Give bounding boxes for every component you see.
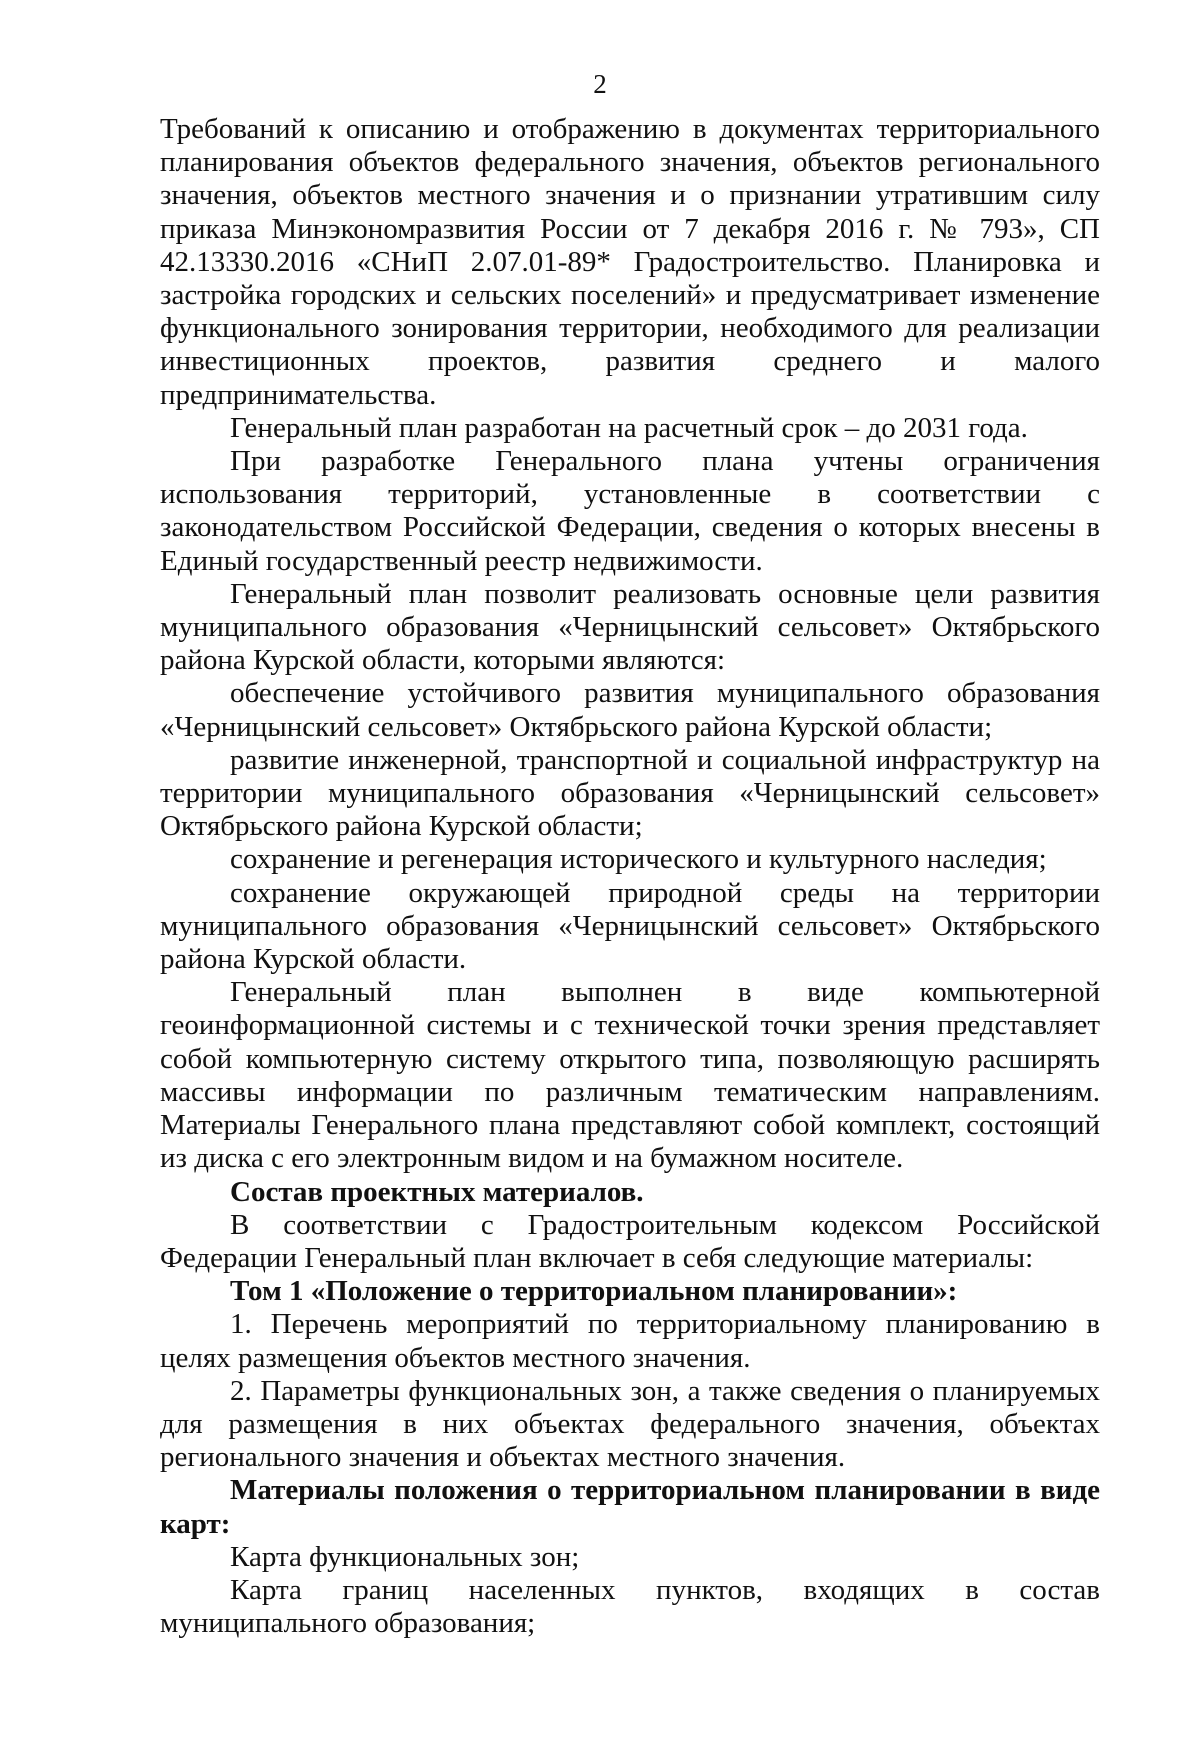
paragraph-gis: Генеральный план выполнен в виде компьютерной геоинформационной системы и с технической точки зрения представляет собой компьютерную систему открытого типа, позволяющую расширять массивы информации по различным тематическим направлениям. Материалы Генерального плана представляют собой комплект, состоящий из диска с его электронным видом и на бумажном носителе. bbox=[160, 976, 1100, 1175]
paragraph-goals: Генеральный план позволит реализовать основные цели развития муниципального образования «Черницынский сельсовет» Октябрьского района Курской области, которыми являются: bbox=[160, 577, 1100, 677]
goal-heritage: сохранение и регенерация исторического и культурного наследия; bbox=[230, 843, 1047, 876]
list-item-2: 2. Параметры функциональных зон, а также сведения о планируемых для размещения в них объектах федерального значения, объектах регионального значения и объектах местного значения. bbox=[160, 1374, 1100, 1474]
paragraph-period: Генеральный план разработан на расчетный срок – до 2031 года. bbox=[230, 411, 1028, 444]
paragraph-code: В соответствии с Градостроительным кодексом Российской Федерации Генеральный план включает в себя следующие материалы: bbox=[160, 1208, 1100, 1274]
goal-sustainable-development: обеспечение устойчивого развития муниципального образования «Черницынский сельсовет» Октябрьского района Курской области; bbox=[160, 677, 1100, 743]
paragraph-restrictions: При разработке Генерального плана учтены ограничения использования территорий, установленные в соответствии с законодательством Российской Федерации, сведения о которых внесены в Единый государственный реестр недвижимости. bbox=[160, 445, 1100, 577]
paragraph-requirements: Требований к описанию и отображению в документах территориального планирования объектов федерального значения, объектов регионального значения, объектов местного значения и о признании утратившим силу приказа Минэкономразвития России от 7 декабря 2016 г. № 793», СП 42.13330.2016 «СНиП 2.07.01-89* Градостроительство. Планировка и застройка городских и сельских поселений» и предусматривает изменение функционального зонирования территории, необходимого для реализации инвестиционных проектов, развития среднего и малого предпринимательства. bbox=[160, 113, 1100, 411]
map-settlement-boundaries: Карта границ населенных пунктов, входящих в состав муниципального образования; bbox=[160, 1573, 1100, 1640]
page-number: 2 bbox=[593, 69, 607, 99]
volume-heading: Том 1 «Положение о территориальном планировании»: bbox=[230, 1275, 958, 1308]
maps-heading: Материалы положения о территориальном планировании в виде карт: bbox=[160, 1474, 1100, 1540]
goal-environment: сохранение окружающей природной среды на территории муниципального образования «Черницынский сельсовет» Октябрьского района Курской области. bbox=[160, 876, 1100, 976]
section-heading-materials: Состав проектных материалов. bbox=[230, 1175, 644, 1208]
map-functional-zones: Карта функциональных зон; bbox=[230, 1540, 580, 1573]
goal-infrastructure: развитие инженерной, транспортной и социальной инфраструктур на территории муниципального образования «Черницынский сельсовет» Октябрьского района Курской области; bbox=[160, 743, 1100, 843]
list-item-1: 1. Перечень мероприятий по территориальному планированию в целях размещения объектов местного значения. bbox=[160, 1308, 1100, 1374]
document-body bbox=[160, 113, 1100, 1640]
